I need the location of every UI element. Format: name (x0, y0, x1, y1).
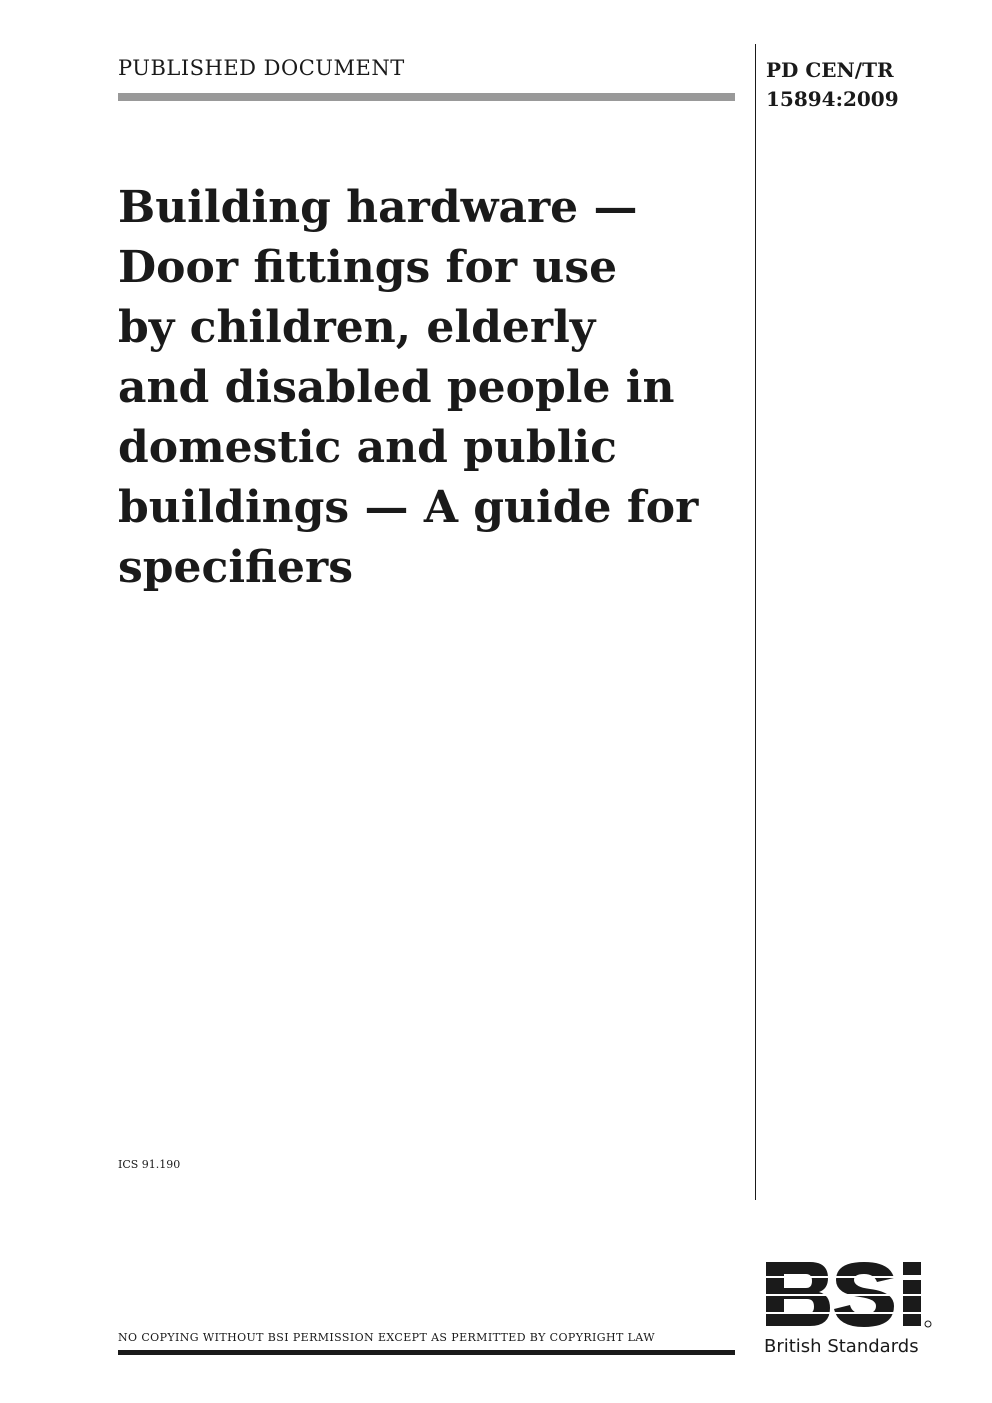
document-identifier (766, 56, 899, 114)
ics-code: ICS 91.190 (118, 1158, 181, 1171)
title-line: by children, elderly (118, 302, 596, 353)
publication-type-label: PUBLISHED DOCUMENT (118, 56, 405, 80)
document-identifier-line-2: 15894:2009 (766, 87, 899, 111)
title-line: specifiers (118, 542, 353, 593)
footer-rule (118, 1350, 735, 1355)
header-rule (118, 93, 735, 101)
bsi-caption: British Standards (764, 1336, 919, 1357)
document-identifier-line-1: PD CEN/TR (766, 58, 894, 82)
column-divider (755, 44, 756, 1200)
title-line: domestic and public (118, 422, 617, 473)
title-line: Building hardware — (118, 182, 638, 233)
title-line: Door fittings for use (118, 242, 618, 293)
document-title (118, 178, 738, 598)
title-line: buildings — A guide for (118, 482, 699, 533)
title-line: and disabled people in (118, 362, 675, 413)
copyright-notice: NO COPYING WITHOUT BSI PERMISSION EXCEPT AS PERMITTED BY COPYRIGHT LAW (118, 1331, 655, 1344)
